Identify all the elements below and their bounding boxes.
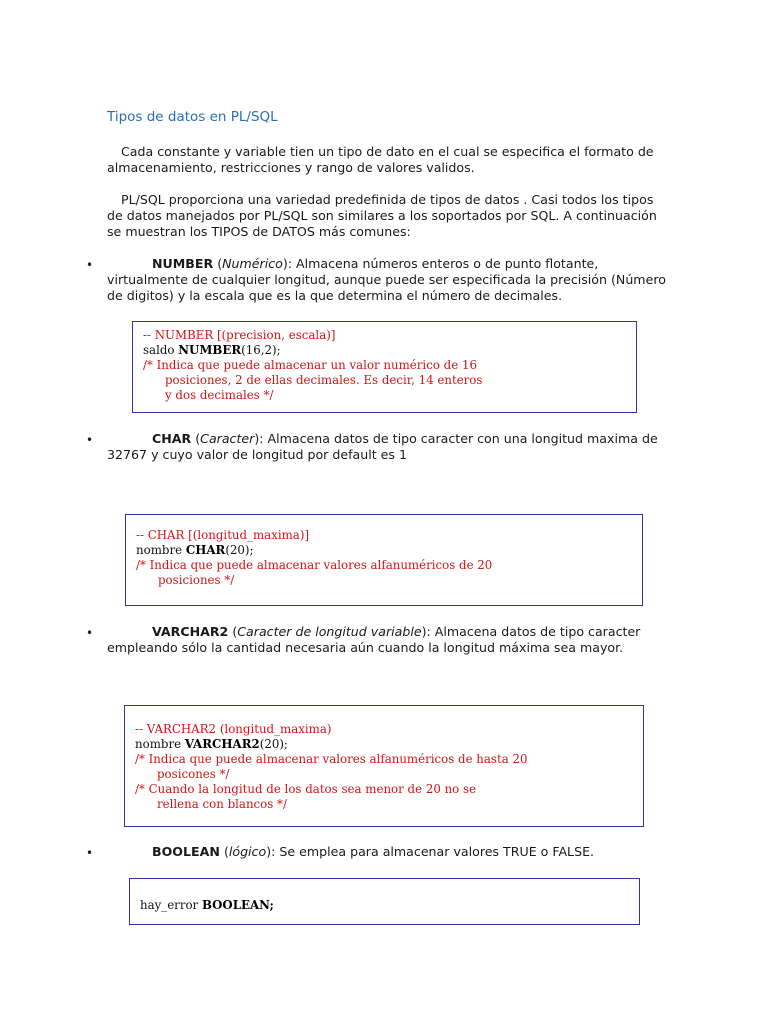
code-line: /* Indica que puede almacenar valores alfanuméricos de 20 [136,558,493,572]
code-block-char [125,514,643,606]
term-label: BOOLEAN [152,844,220,859]
list-item-number: NUMBER (Numérico): Almacena números enteros o de punto flotante, virtualmente de cualquier longitud, aunque puede ser especificada la precisión (Número de digitos) y la escala que es la que determina el número de decimales. [107,256,666,303]
code-line: -- VARCHAR2 (longitud_maxima) [135,722,332,736]
term-description: : Almacena datos de tipo caracter con una longitud maxima de 32767 y cuyo valor de longitud por default es 1 [107,431,658,462]
code-line: rellena con blancos */ [157,797,287,811]
code-block-varchar2 [124,705,644,827]
bullet-icon: • [86,433,94,447]
code-line: posiciones */ [158,573,235,587]
page-title: Tipos de datos en PL/SQL [107,109,278,125]
term-label: NUMBER [152,256,214,271]
intro-paragraph-2: PL/SQL proporciona una variedad predefinida de tipos de datos . Casi todos los tipos de datos manejados por PL/SQL son similares a los soportados por SQL. A continuación se muestran los TIPOS de DATOS más comunes: [107,192,657,239]
term-description: : Almacena datos de tipo caracter empleando sólo la cantidad necesaria aún cuando la longitud máxima sea mayor. [107,624,641,655]
term-alias: Caracter de longitud variable [237,624,422,639]
term-alias: Numérico [222,256,283,271]
code-block-number [132,321,637,413]
term-description: : Se emplea para almacenar valores TRUE o FALSE. [271,844,595,859]
code-block-boolean [129,878,640,925]
bullet-icon: • [86,846,94,860]
code-line: /* Indica que puede almacenar un valor numérico de 16 [143,358,477,372]
intro-paragraph-1: Cada constante y variable tien un tipo de dato en el cual se especifica el formato de almacenamiento, restricciones y rango de valores validos. [107,144,654,175]
bullet-icon: • [86,258,94,272]
code-line: /* Indica que puede almacenar valores alfanuméricos de hasta 20 [135,752,528,766]
code-line: nombre VARCHAR2(20); [135,737,288,751]
list-item-char: CHAR (Caracter): Almacena datos de tipo caracter con una longitud maxima de 32767 y cuyo valor de longitud por default es 1 [107,431,658,462]
code-line: posicones */ [157,767,230,781]
code-line: -- CHAR [(longitud_maxima)] [136,528,310,542]
term-description: : Almacena números enteros o de punto flotante, virtualmente de cualquier longitud, aunque puede ser especificada la precisión (Número de digitos) y la escala que es la que determina el número de decimales. [107,256,666,303]
term-label: CHAR [152,431,192,446]
code-line: /* Cuando la longitud de los datos sea menor de 20 no se [135,782,477,796]
term-alias: Caracter [200,431,255,446]
term-alias: lógico [228,844,267,859]
list-item-varchar2: VARCHAR2 (Caracter de longitud variable): Almacena datos de tipo caracter empleando sólo la cantidad necesaria aún cuando la longitud máxima sea mayor. [107,624,641,655]
list-item-boolean: BOOLEAN (lógico): Se emplea para almacenar valores TRUE o FALSE. [107,844,667,860]
code-line: -- NUMBER [(precision, escala)] [143,328,336,342]
code-line: hay_error BOOLEAN; [140,898,274,912]
code-line: y dos decimales */ [165,388,274,402]
term-label: VARCHAR2 [152,624,229,639]
bullet-icon: • [86,626,94,640]
code-line: posiciones, 2 de ellas decimales. Es decir, 14 enteros [165,373,483,387]
code-line: nombre CHAR(20); [136,543,254,557]
code-line: saldo NUMBER(16,2); [143,343,281,357]
